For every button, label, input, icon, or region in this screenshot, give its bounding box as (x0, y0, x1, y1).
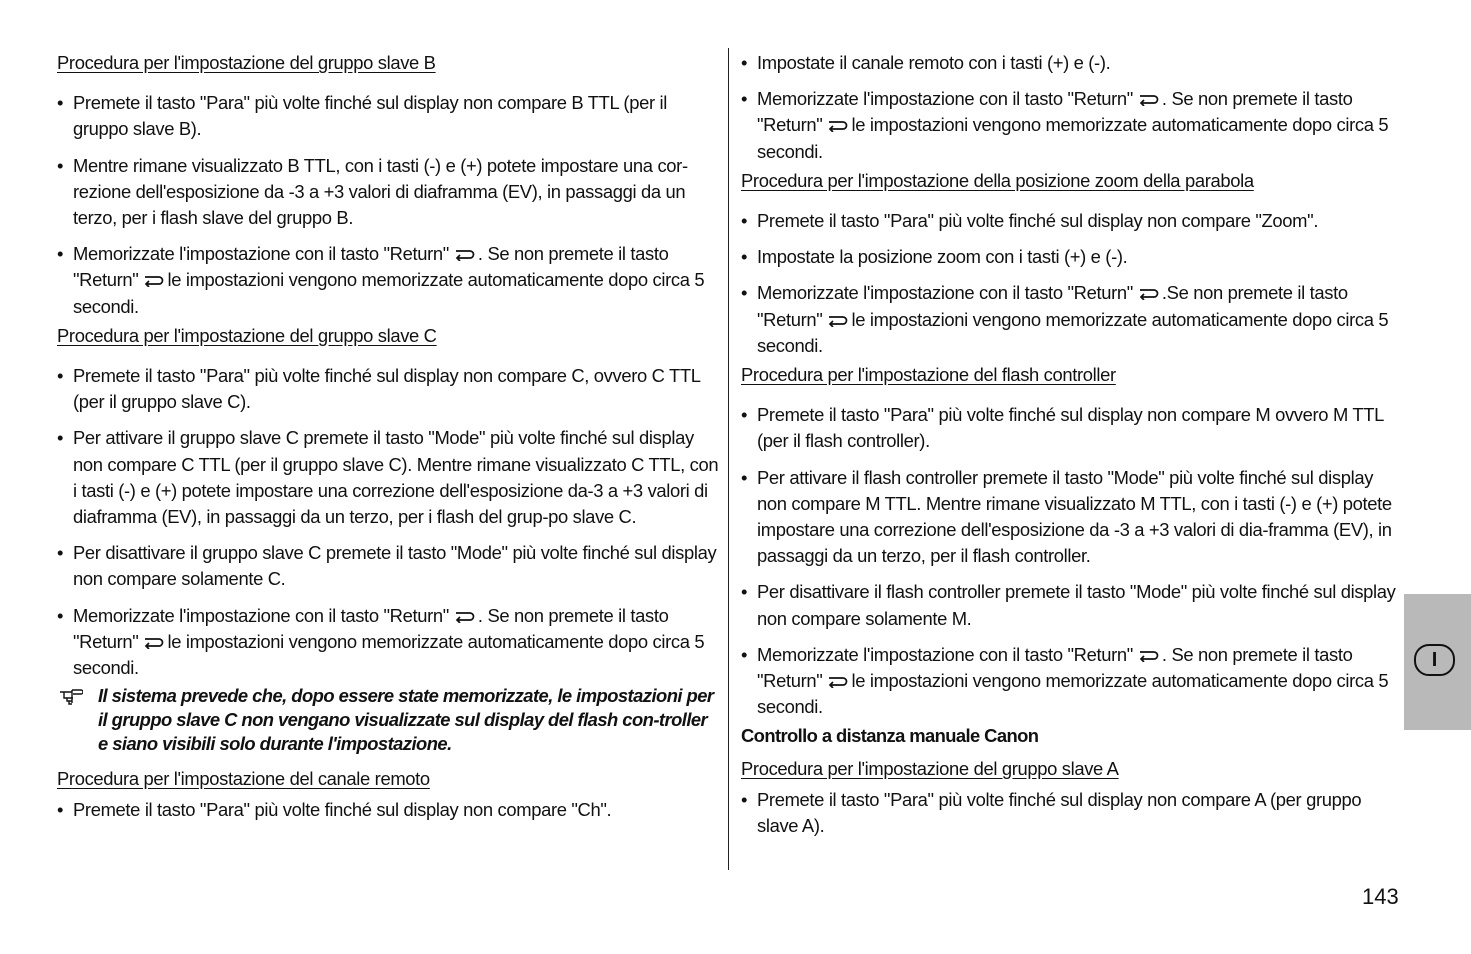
store-text-b: . Se non premete il tasto "Return" (73, 604, 669, 652)
section-heading-flash-controller: Procedura per l'impostazione del flash controller (741, 364, 1116, 386)
pointing-hand-icon (59, 685, 83, 705)
section-heading-slave-c: Procedura per l'impostazione del gruppo slave C (57, 324, 437, 346)
return-arrow-icon (453, 609, 475, 623)
return-arrow-icon (1137, 648, 1159, 662)
list-item-store-setting (741, 642, 1399, 721)
list-item: • Mentre rimane visualizzato B TTL, con i tasti (-) e (+) potete impostare una cor-rezione dell'esposizione da -3 a +3 valori di diaframma (EV), in passaggi da un terzo, per i flash slave del gruppo B. (57, 153, 719, 232)
store-text-a: Memorizzate l'impostazione con il tasto "Return" (73, 243, 449, 265)
list-item: • Per attivare il flash controller premete il tasto "Mode" più volte finché sul display non compare M TTL. Mentre rimane visualizzato M TTL, con i tasti (-) e (+) potete impostare una correzione dell'esposizione da -3 a +3 valori di dia-framma (EV), in passaggi da un terzo, per il flash controller. (741, 465, 1399, 570)
store-text-a: Memorizzate l'impostazione con il tasto "Return" (757, 282, 1133, 304)
list-item: • Per attivare il gruppo slave C premete il tasto "Mode" più volte finché sul display non compare C TTL (per il gruppo slave C). Mentre rimane visualizzato C TTL, con i tasti (-) e (+) potete impostare una correzione dell'esposizione da-3 a +3 valori di diaframma (EV), in passaggi da un terzo, per i flash del grup-po slave C. (57, 425, 719, 530)
section-heading-remote-channel: Procedura per l'impostazione del canale remoto (57, 768, 430, 790)
section-heading-slave-b: Procedura per l'impostazione del gruppo slave B (57, 52, 436, 73)
store-text-c: le impostazioni vengono memorizzate automaticamente dopo circa 5 secondi. (757, 670, 1389, 718)
store-text-b: . Se non premete il tasto "Return" (757, 643, 1353, 692)
note-block (57, 684, 719, 756)
page-number: 143 (1362, 884, 1399, 909)
return-arrow-icon (142, 273, 164, 287)
left-column (57, 50, 719, 824)
list-item: • Premete il tasto "Para" più volte finché sul display non compare A (per gruppo slave A). (741, 787, 1399, 839)
store-text-c: le impostazioni vengono memorizzate automaticamente dopo circa 5 secondi. (73, 630, 705, 679)
store-text-a: Memorizzate l'impostazione con il tasto "Return" (73, 604, 449, 626)
list-item-store-setting (57, 603, 719, 682)
language-badge: I (1414, 644, 1455, 676)
return-arrow-icon (826, 313, 848, 327)
section-title-canon: Controllo a distanza manuale Canon (741, 725, 1039, 747)
return-arrow-icon (826, 674, 848, 688)
list-item: • Impostate il canale remoto con i tasti (+) e (-). (741, 50, 1399, 76)
store-text-a: Memorizzate l'impostazione con il tasto "Return" (757, 88, 1133, 110)
store-text-b: . Se non premete il tasto "Return" (73, 243, 669, 291)
return-arrow-icon (1137, 92, 1159, 106)
note-text: Il sistema prevede che, dopo essere state memorizzate, le impostazioni per il gruppo slave C non vengano visualizzate sul display del flash con-troller e siano visibili solo durante l'impostazione. (98, 685, 714, 755)
column-divider (728, 48, 729, 870)
list-item: • Premete il tasto "Para" più volte finché sul display non compare "Ch". (57, 797, 719, 823)
store-text-a: Memorizzate l'impostazione con il tasto "Return" (757, 643, 1133, 665)
return-arrow-icon (453, 247, 475, 261)
return-arrow-icon (142, 635, 164, 649)
list-item: • Per disattivare il gruppo slave C premete il tasto "Mode" più volte finché sul display non compare solamente C. (57, 540, 719, 592)
store-text-c: le impostazioni vengono memorizzate automaticamente dopo circa 5 secondi. (757, 114, 1389, 162)
store-text-b: . Se non premete il tasto "Return" (757, 88, 1353, 136)
store-text-b: .Se non premete il tasto "Return" (757, 282, 1348, 330)
language-tab (1404, 594, 1471, 730)
list-item: • Premete il tasto "Para" più volte finché sul display non compare C, ovvero C TTL (per il gruppo slave C). (57, 363, 719, 415)
list-item: • Premete il tasto "Para" più volte finché sul display non compare M ovvero M TTL (per il flash controller). (741, 402, 1399, 454)
list-item: • Premete il tasto "Para" più volte finché sul display non compare B TTL (per il gruppo slave B). (57, 90, 719, 142)
list-item: • Impostate la posizione zoom con i tasti (+) e (-). (741, 244, 1399, 270)
return-arrow-icon (826, 118, 848, 132)
list-item-store-setting (741, 280, 1399, 359)
store-text-c: le impostazioni vengono memorizzate automaticamente dopo circa 5 secondi. (757, 308, 1389, 356)
section-heading-slave-a: Procedura per l'impostazione del gruppo slave A (741, 757, 1119, 779)
section-heading-zoom: Procedura per l'impostazione della posizione zoom della parabola (741, 169, 1254, 191)
list-item: • Premete il tasto "Para" più volte finché sul display non compare "Zoom". (741, 208, 1399, 234)
list-item: • Per disattivare il flash controller premete il tasto "Mode" più volte finché sul display non compare solamente M. (741, 579, 1399, 631)
store-text-c: le impostazioni vengono memorizzate automaticamente dopo circa 5 secondi. (73, 269, 705, 317)
right-column (741, 50, 1399, 839)
list-item-store-setting (57, 241, 719, 320)
list-item-store-setting (741, 86, 1399, 165)
return-arrow-icon (1137, 286, 1159, 300)
